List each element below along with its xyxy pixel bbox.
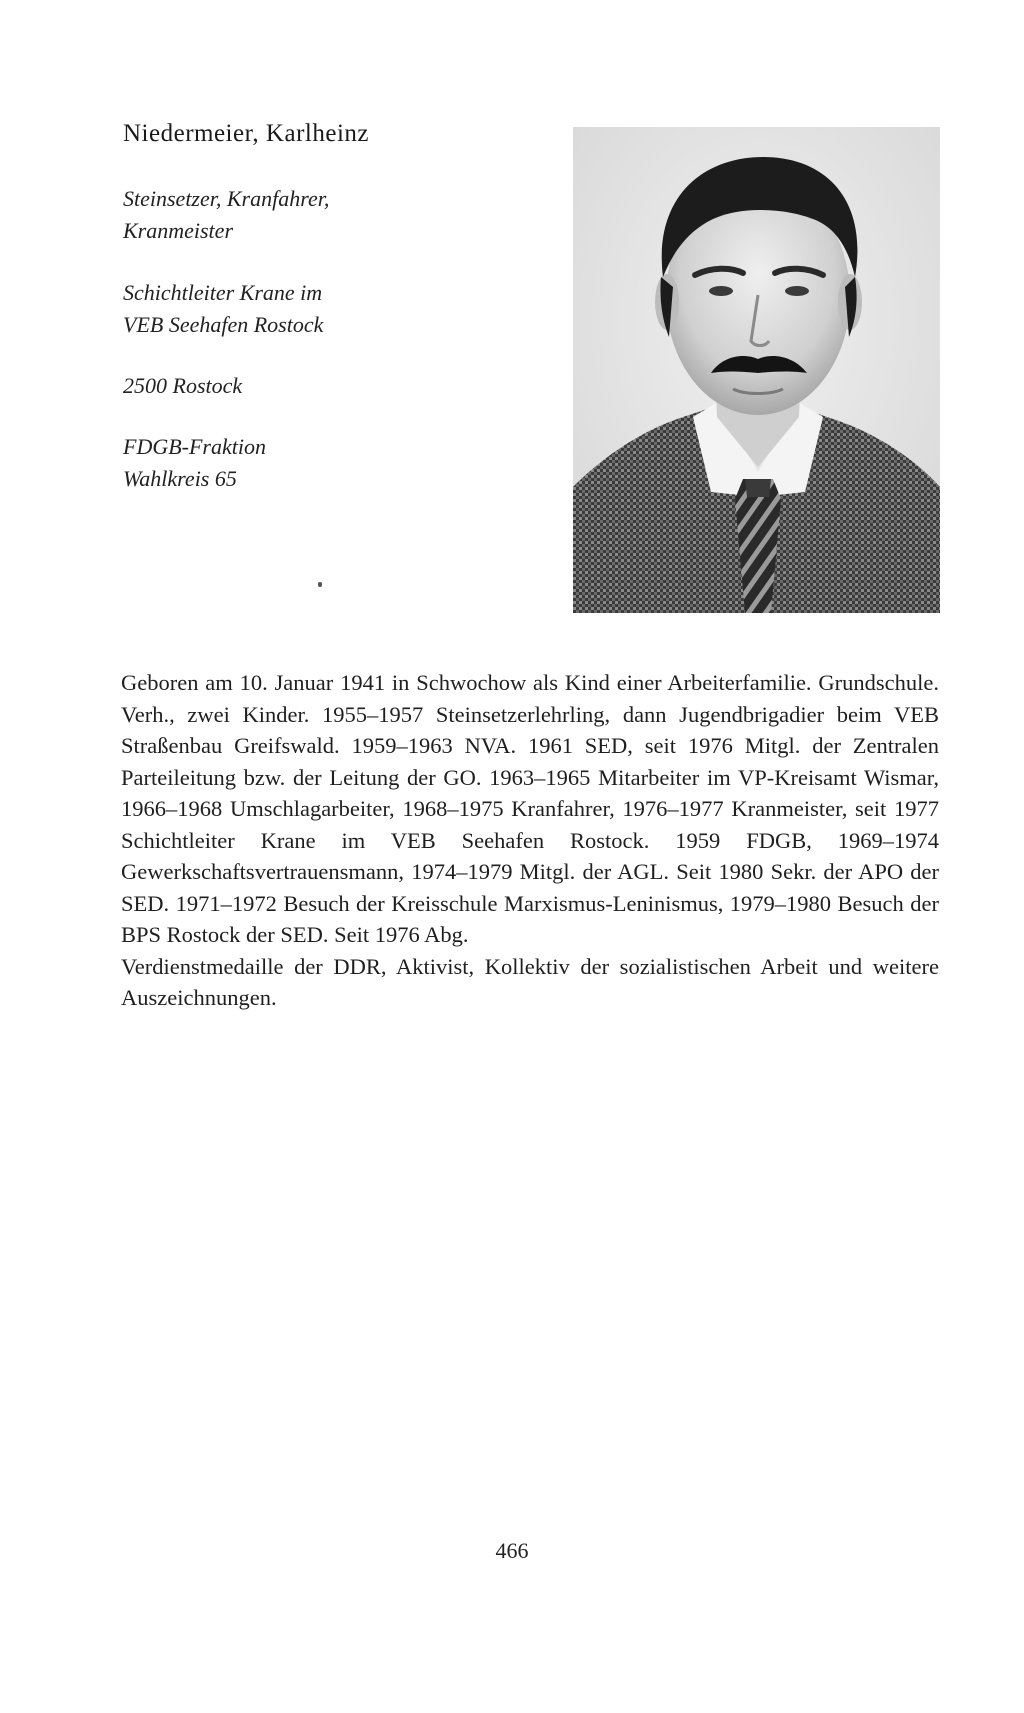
- current-position: [123, 277, 543, 341]
- fraction-line: FDGB-Fraktion: [123, 434, 266, 459]
- occupation: [123, 183, 543, 247]
- city: [123, 370, 543, 402]
- awards-paragraph: Verdienstmedaille der DDR, Aktivist, Kollektiv der sozialistischen Arbeit und weitere Auszeichnungen.: [121, 953, 939, 1010]
- biography-paragraph: Geboren am 10. Januar 1941 in Schwochow als Kind einer Arbeiterfamilie. Grundschule. Verh., zwei Kinder. 1955–1957 Steinsetzerlehrling, dann Jugendbrigadier beim VEB Straßenbau Greifswald. 1959–1963 NVA. 1961 SED, seit 1976 Mitgl. der Zentralen Parteileitung bzw. der Leitung der GO. 1963–1965 Mitarbeiter im VP-Kreisamt Wismar, 1966–1968 Umschlagarbeiter, 1968–1975 Kranfahrer, 1976–1977 Kranmeister, seit 1977 Schichtleiter Krane im VEB Seehafen Rostock. 1959 FDGB, 1969–1974 Gewerkschaftsvertrauensmann, 1974–1979 Mitgl. der AGL. Seit 1980 Sekr. der APO der SED. 1971–1972 Besuch der Kreisschule Marxismus-Leninismus, 1979–1980 Besuch der BPS Rostock der SED. Seit 1976 Abg.: [121, 670, 939, 947]
- portrait-photo: [573, 127, 940, 613]
- biography: [121, 667, 939, 1014]
- position-line: VEB Seehafen Rostock: [123, 312, 324, 337]
- constituency-line: Wahlkreis 65: [123, 466, 237, 491]
- person-name: Niedermeier, Karlheinz: [123, 120, 369, 147]
- occupation-line: Steinsetzer, Kranfahrer,: [123, 186, 330, 211]
- page-number: 466: [495, 1538, 529, 1563]
- occupation-line: Kranmeister: [123, 218, 233, 243]
- parliamentary-fraction: [123, 431, 543, 495]
- city-line: 2500 Rostock: [123, 373, 243, 398]
- print-speck: [318, 582, 322, 587]
- position-line: Schichtleiter Krane im: [123, 280, 323, 305]
